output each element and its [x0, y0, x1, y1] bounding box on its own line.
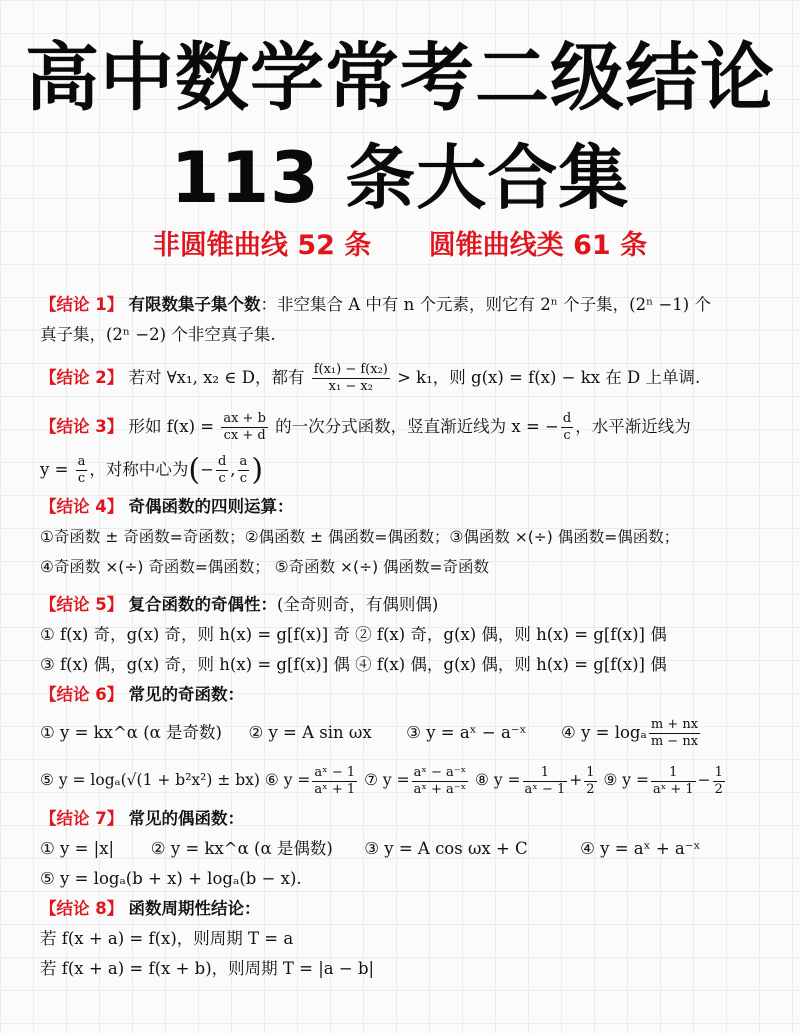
odd-fn-4-den: m − nx	[650, 734, 699, 749]
conclusion-3-l2-pre: y =	[40, 460, 69, 479]
odd-fn-8	[475, 764, 598, 797]
conclusion-7-line-1: ① y = |x| ② y = kx^α (α 是偶数) ③ y = A cos ωx + C ④ y = aˣ + a⁻ˣ	[40, 839, 701, 858]
conclusion-6-head: 常见的奇函数：	[128, 685, 244, 704]
conclusion-8-head: 函数周期性结论：	[128, 899, 261, 918]
odd-fn-6-pre: ⑥ y =	[264, 771, 311, 789]
conclusion-4-head: 奇偶函数的四则运算：	[128, 497, 294, 516]
odd-fn-6	[264, 764, 359, 797]
odd-fn-7-pre: ⑦ y =	[364, 771, 410, 789]
odd-fn-9	[603, 764, 726, 797]
odd-fn-7-num: aˣ − a⁻ˣ	[413, 764, 467, 780]
conclusion-3-d-num: d	[562, 411, 572, 426]
conclusion-6-row-2	[40, 756, 770, 804]
conclusion-5-tag: 【结论 5】	[40, 595, 124, 614]
conclusion-3-l2-mid: ，对称中心为	[89, 460, 189, 479]
odd-fn-7	[364, 764, 470, 797]
conclusion-5-head-line	[40, 590, 770, 620]
conclusion-2-pre: 若对 ∀x₁, x₂ ∈ D，都有	[128, 368, 305, 387]
conclusion-3-post: ，水平渐近线为	[575, 417, 691, 436]
conclusion-7-tag: 【结论 7】	[40, 809, 124, 828]
conclusion-4-head-line	[40, 492, 770, 522]
conclusion-4-line-1: ①奇函数 ± 奇函数=奇函数；②偶函数 ± 偶函数=偶函数；③偶函数 ×(÷) 偶函数=偶函数；	[40, 528, 680, 546]
conclusion-2	[40, 358, 770, 398]
conclusion-6-row-1	[40, 710, 770, 756]
conclusion-3-a-den: c	[77, 471, 86, 486]
odd-fn-2: ② y = A sin ωx	[248, 723, 372, 742]
odd-fn-5: ⑤ y = logₐ(√(1 + b²x²) ± bx)	[40, 771, 260, 789]
center-a-num: a	[239, 454, 248, 469]
conclusion-3-line-2	[40, 448, 770, 492]
odd-fn-4-pre: ④ y = logₐ	[561, 723, 647, 742]
conclusion-6-head-line	[40, 680, 770, 710]
conclusion-7-head-line	[40, 804, 770, 834]
conclusion-3-den: cx + d	[223, 428, 266, 443]
odd-fn-9-pre: ⑨ y =	[603, 771, 649, 789]
subtitle-right: 圆锥曲线类 61 条	[428, 230, 648, 261]
odd-fn-8-den: aˣ − 1	[524, 781, 566, 797]
conclusion-5-line-1: ① f(x) 奇，g(x) 奇，则 h(x) = g[f(x)] 奇 ② f(x) 奇，g(x) 偶，则 h(x) = g[f(x)] 偶	[40, 625, 667, 644]
title-line-2: 113 条大合集	[170, 137, 630, 219]
conclusion-5-line-2: ③ f(x) 偶，g(x) 奇，则 h(x) = g[f(x)] 偶 ④ f(x) 偶，g(x) 偶，则 h(x) = g[f(x)] 偶	[40, 655, 667, 674]
subtitle-left: 非圆锥曲线 52 条	[152, 230, 372, 261]
conclusion-7-line-2: ⑤ y = logₐ(b + x) + logₐ(b − x).	[40, 869, 302, 888]
conclusion-8-line-2: 若 f(x + a) = f(x + b)，则周期 T = |a − b|	[40, 959, 375, 978]
conclusion-4-tag: 【结论 4】	[40, 497, 124, 516]
conclusion-3-line-1	[40, 406, 770, 448]
odd-fn-8-num: 1	[523, 765, 568, 782]
conclusion-1-tag: 【结论 1】	[40, 295, 124, 314]
center-a-frac	[238, 454, 250, 487]
conclusion-7-head: 常见的偶函数：	[128, 809, 244, 828]
odd-fn-8-pre: ⑧ y =	[475, 771, 521, 789]
odd-fn-1: ① y = kx^α (α 是奇数)	[40, 723, 222, 742]
conclusion-3-d-frac	[561, 411, 573, 444]
conclusion-3-a-frac	[76, 454, 88, 487]
center-d-den: c	[218, 471, 226, 486]
conclusion-5-head: 复合函数的奇偶性：	[128, 595, 277, 614]
conclusion-3-a-num: a	[77, 454, 86, 469]
center-d-frac	[216, 454, 228, 487]
odd-fn-7-den: aˣ + a⁻ˣ	[413, 781, 467, 797]
odd-fn-4-num: m + nx	[650, 717, 699, 732]
conclusion-8-head-line	[40, 894, 770, 924]
conclusion-2-tag: 【结论 2】	[40, 368, 124, 387]
center-d-num: d	[217, 454, 227, 469]
center-neg: −	[200, 460, 214, 479]
odd-fn-8-n2: 1	[586, 764, 595, 780]
conclusion-1-text: ：非空集合 A 中有 n 个元素，则它有 2ⁿ 个子集，(2ⁿ −1) 个	[260, 295, 711, 314]
conclusion-8-tag: 【结论 8】	[40, 899, 124, 918]
conclusion-8-line-1: 若 f(x + a) = f(x)，则周期 T = a	[40, 929, 294, 948]
conclusion-1-line-2: 真子集，(2ⁿ −2) 个非空真子集.	[40, 325, 276, 344]
conclusion-3-tag: 【结论 3】	[40, 417, 124, 436]
odd-fn-6-frac	[312, 765, 357, 798]
conclusion-5-rule: (全奇则奇，有偶则偶)	[276, 595, 439, 614]
center-a-den: c	[239, 471, 248, 486]
odd-fn-9-den: aˣ + 1	[652, 781, 694, 797]
odd-fn-4	[561, 717, 702, 749]
conclusion-1-line-1	[40, 290, 770, 320]
conclusion-1-head: 有限数集子集个数	[128, 295, 261, 314]
odd-fn-9-num: 1	[651, 765, 696, 782]
odd-fn-6-den: aˣ + 1	[314, 781, 356, 797]
conclusion-3-d-den: c	[563, 428, 571, 443]
conclusion-4-line-2: ④奇函数 ×(÷) 奇函数=偶函数； ⑤奇函数 ×(÷) 偶函数=奇函数	[40, 558, 490, 576]
center-comma: ,	[230, 460, 236, 479]
conclusion-2-den: x₁ − x₂	[328, 379, 373, 394]
conclusion-3-fraction	[221, 411, 268, 444]
subtitle	[0, 226, 800, 266]
odd-fn-8-d2: 2	[586, 781, 595, 797]
odd-fn-9-n2: 1	[714, 764, 723, 780]
conclusions	[40, 290, 770, 984]
odd-fn-9-d2: 2	[714, 781, 723, 797]
odd-fn-9-half	[713, 765, 725, 798]
conclusion-6-tag: 【结论 6】	[40, 685, 124, 704]
left-paren: (	[188, 452, 201, 488]
conclusion-2-num: f(x₁) − f(x₂)	[313, 362, 388, 377]
odd-fn-3: ③ y = aˣ − a⁻ˣ	[406, 723, 527, 742]
odd-fn-9-frac	[651, 765, 696, 798]
odd-fn-9-minus: −	[697, 771, 711, 789]
odd-fn-8-half	[584, 765, 596, 798]
odd-fn-7-frac	[412, 765, 469, 798]
odd-fn-6-num: aˣ − 1	[314, 764, 356, 780]
conclusion-2-post: > k₁，则 g(x) = f(x) − kx 在 D 上单调.	[397, 368, 701, 387]
conclusion-2-fraction	[312, 362, 390, 395]
conclusion-3-mid: 的一次分式函数，竖直渐近线为 x = −	[275, 417, 559, 436]
odd-fn-4-frac	[649, 717, 700, 750]
conclusion-3-pre: 形如 f(x) =	[128, 417, 215, 436]
odd-fn-8-frac	[523, 765, 568, 798]
conclusion-3-num: ax + b	[223, 411, 266, 426]
title-line-1: 高中数学常考二级结论	[25, 35, 775, 121]
right-paren: )	[251, 452, 264, 488]
odd-fn-8-plus: +	[569, 771, 583, 789]
